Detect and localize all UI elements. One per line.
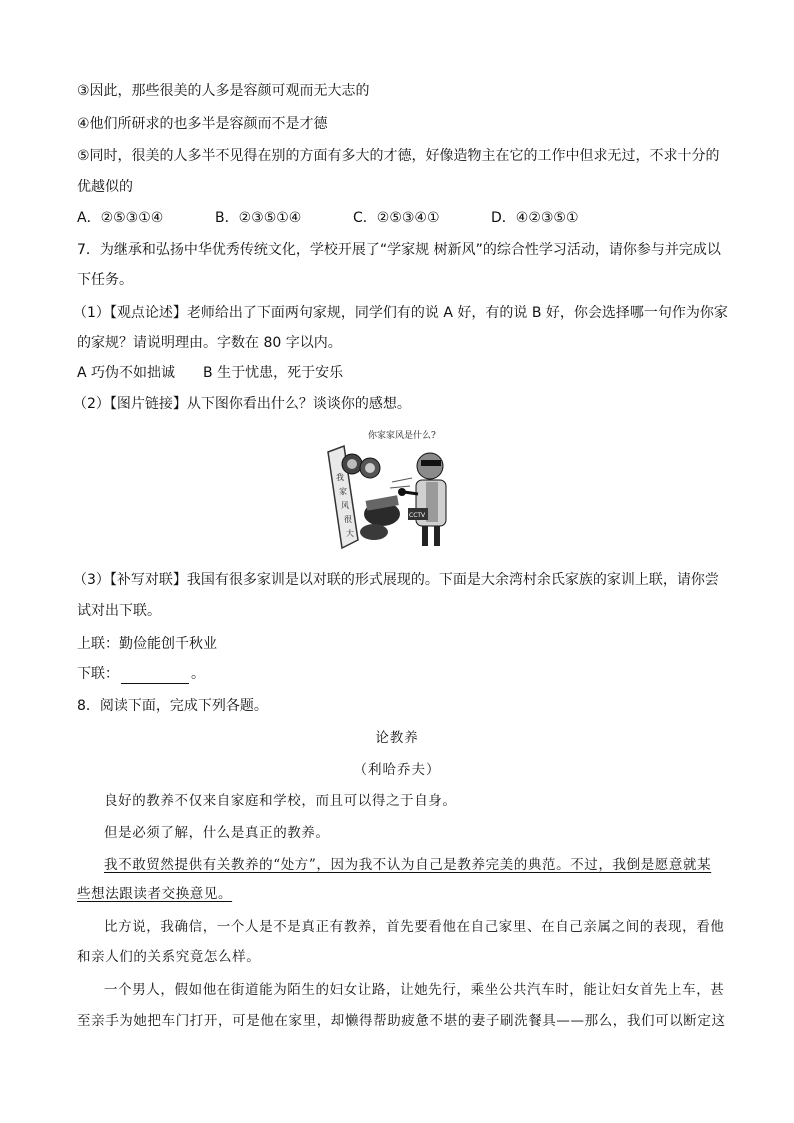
passage-author: （利哈乔夫） xyxy=(353,762,441,778)
q7-part2: （2）【图片链接】从下图你看出什么？谈谈你的感想。 xyxy=(73,396,411,412)
couplet-lower-label: 下联： xyxy=(77,666,119,682)
option-5-line-2: 优越似的 xyxy=(77,179,133,195)
choice-c: C．②⑤③④① xyxy=(353,210,440,226)
passage-paragraph-4-line-2: 和亲人们的关系究竟怎么样。 xyxy=(77,949,261,965)
passage-paragraph-4-line-1: 比方说，我确信，一个人是不是真正有教养，首先要看他在自己家里、在自己亲属之间的表现，看他 xyxy=(104,919,725,935)
couplet-lower-end: 。 xyxy=(191,666,205,682)
option-4: ④他们所研求的也多半是容颜而不是才德 xyxy=(77,116,328,132)
cartoon-bubble-text: 你家家风是什么? xyxy=(368,431,436,441)
option-3: ③因此，那些很美的人多是容颜可观而无大志的 xyxy=(77,83,370,99)
q7-part3-line-1: （3）【补写对联】我国有很多家训是以对联的形式展现的。下面是大余湾村余氏家族的家训上联，请你尝 xyxy=(73,572,719,588)
svg-text:家: 家 xyxy=(339,487,347,496)
q7-part1-line-1: （1）【观点论述】老师给出了下面两句家规，同学们有的说 A 好，有的说 B 好，你会选择哪一句作为你家 xyxy=(73,305,728,321)
passage-paragraph-5-line-1: 一个男人，假如他在街道能为陌生的妇女让路，让她先行，乘坐公共汽车时，能让妇女首先上车，甚 xyxy=(104,982,725,998)
q7-stem-line-1: 7．为继承和弘扬中华优秀传统文化，学校开展了“学家规 树新风”的综合性学习活动，请你参与并完成以 xyxy=(77,242,721,258)
couplet-answer-blank[interactable] xyxy=(121,669,189,684)
q7-part1-line-2: 的家规？请说明理由。字数在 80 字以内。 xyxy=(77,335,342,351)
svg-text:风: 风 xyxy=(341,501,349,510)
passage-title: 论教养 xyxy=(375,730,419,746)
choice-b: B．②③⑤①④ xyxy=(215,210,302,226)
svg-text:很: 很 xyxy=(344,515,352,524)
cartoon-badge-text: CCTV xyxy=(409,512,426,519)
svg-text:大: 大 xyxy=(346,529,354,538)
couplet-upper: 上联：勤俭能创千秋业 xyxy=(77,636,217,652)
option-5-line-1: ⑤同时，很美的人多半不见得在别的方面有多大的才德，好像造物主在它的工作中但求无过，不求十分的 xyxy=(77,148,720,164)
passage-paragraph-5-line-2: 至亲手为她把车门打开，可是他在家里，却懒得帮助疲惫不堪的妻子刷洗餐具——那么，我们可以断定这 xyxy=(77,1013,726,1029)
svg-text:我: 我 xyxy=(336,473,344,482)
passage-paragraph-2: 但是必须了解，什么是真正的教养。 xyxy=(104,825,330,841)
q7-part3-line-2: 试对出下联。 xyxy=(77,603,161,619)
couplet-lower xyxy=(77,664,205,684)
choice-d: D．④②③⑤① xyxy=(491,210,579,226)
passage-paragraph-3-line-1: 我不敢贸然提供有关教养的“处方”，因为我不认为自己是教养完美的典范。不过，我倒是愿意就某 xyxy=(104,857,712,873)
family-style-cartoon xyxy=(322,422,460,552)
passage-paragraph-3-line-2: 些想法跟读者交换意见。 xyxy=(77,886,233,902)
passage-paragraph-1: 良好的教养不仅来自家庭和学校，而且可以得之于自身。 xyxy=(104,793,457,809)
choice-a: A．②⑤③①④ xyxy=(77,210,164,226)
q7-family-rules: A 巧伪不如拙诚 B 生于忧患，死于安乐 xyxy=(77,365,344,381)
q7-stem-line-2: 下任务。 xyxy=(77,272,133,288)
q8-stem: 8．阅读下面，完成下列各题。 xyxy=(77,698,268,714)
